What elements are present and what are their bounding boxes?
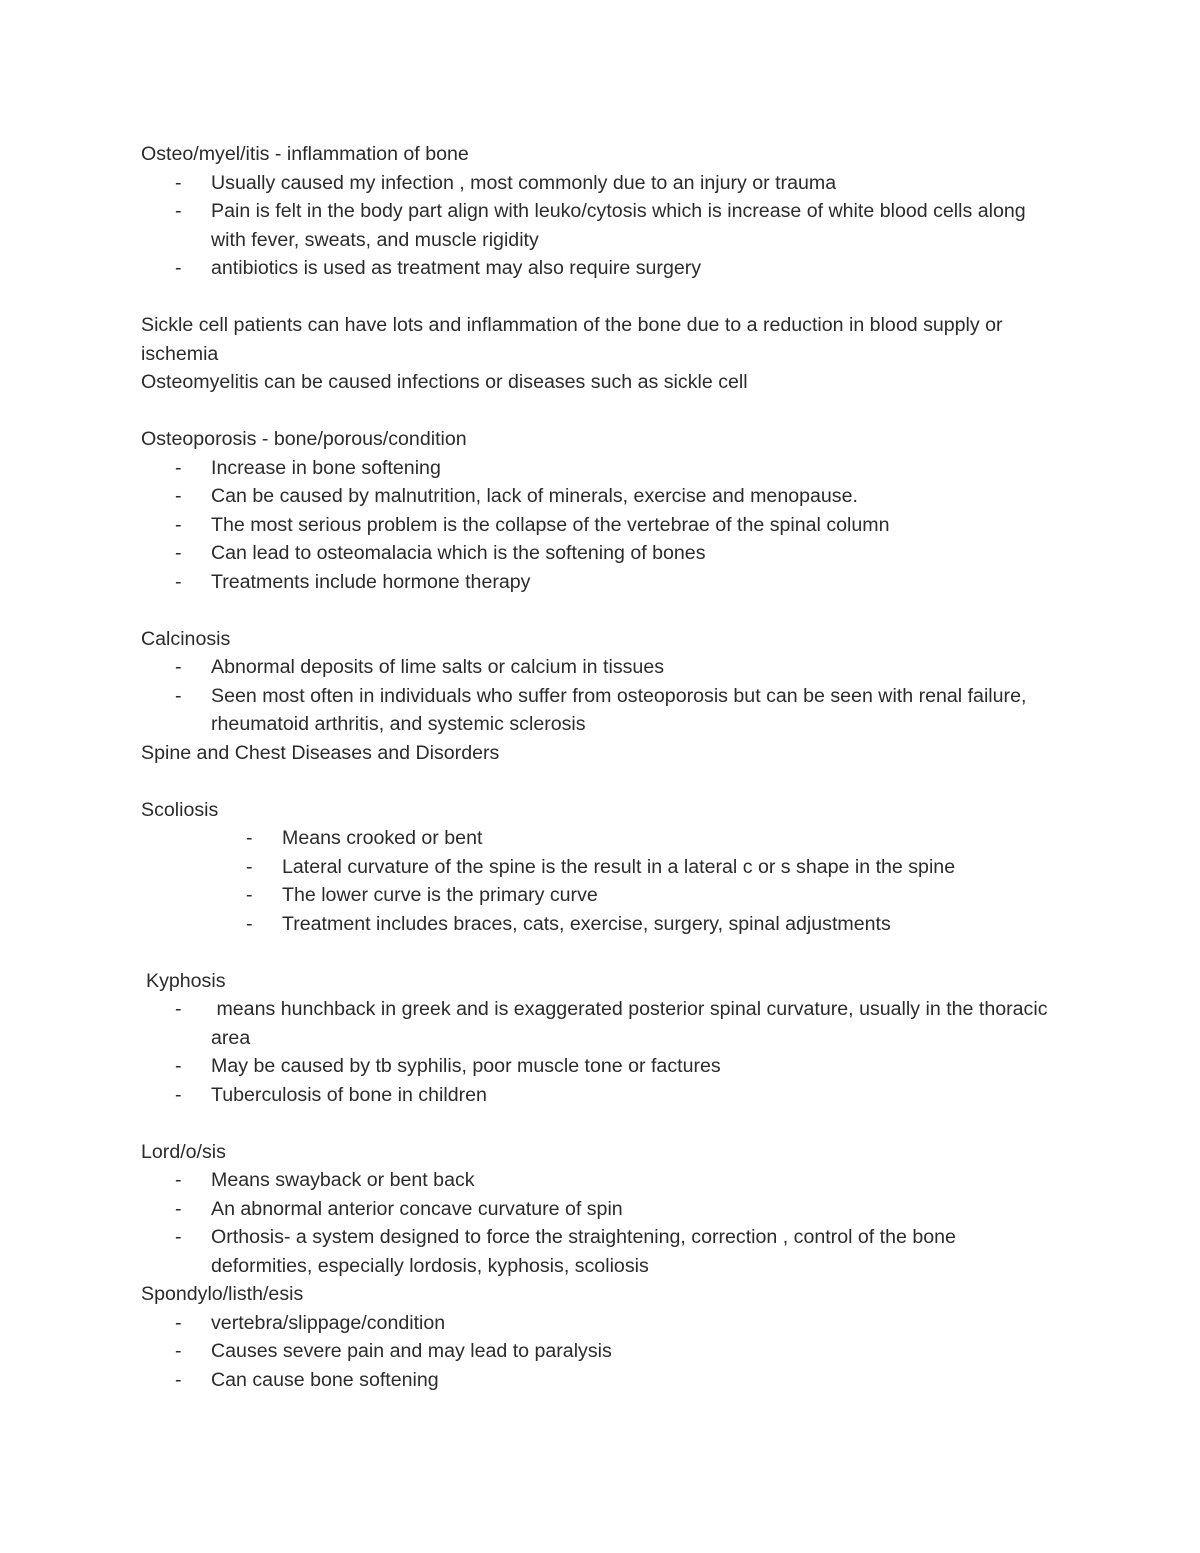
list-item: - Seen most often in individuals who suffer from osteoporosis but can be seen with renal failure, rheumatoid arthritis, and systemic sclerosis: [141, 682, 1061, 739]
list-item: - Abnormal deposits of lime salts or calcium in tissues: [141, 653, 1061, 682]
spacer: [141, 283, 1061, 312]
bullet-dash: -: [175, 542, 182, 564]
list-item: - May be caused by tb syphilis, poor muscle tone or factures: [141, 1052, 1061, 1081]
bullet-dash: -: [175, 684, 182, 707]
heading-spine-chest: Spine and Chest Diseases and Disorders: [141, 741, 500, 764]
bullet-dash: -: [175, 200, 182, 222]
bullet-dash: -: [175, 656, 182, 678]
osteoporosis-list: [141, 454, 1061, 597]
list-item: - antibiotics is used as treatment may also require surgery: [141, 254, 1061, 283]
spacer: [141, 397, 1061, 426]
paragraph-osteomyelitis-causes: Osteomyelitis can be caused infections or diseases such as sickle cell: [141, 371, 748, 393]
document-page: [141, 140, 1061, 1394]
spacer: [141, 1109, 1061, 1138]
list-item: - The most serious problem is the collapse of the vertebrae of the spinal column: [141, 511, 1061, 540]
list-item: - Increase in bone softening: [141, 454, 1061, 483]
list-item: - Orthosis- a system designed to force the straightening, correction , control of the bone deformities, especially lordosis, kyphosis, scoliosis: [141, 1223, 1061, 1280]
list-item: - Can be caused by malnutrition, lack of minerals, exercise and menopause.: [141, 482, 1061, 511]
calcinosis-list: [141, 653, 1061, 739]
list-item: - Means swayback or bent back: [141, 1166, 1061, 1195]
list-item: - Can cause bone softening: [141, 1366, 1061, 1395]
heading-osteomyelitis: Osteo/myel/itis - inflammation of bone: [141, 143, 469, 165]
bullet-dash: -: [175, 257, 182, 279]
heading-calcinosis: Calcinosis: [141, 627, 231, 650]
list-item: - An abnormal anterior concave curvature of spin: [141, 1195, 1061, 1224]
paragraph-sickle-cell: Sickle cell patients can have lots and inflammation of the bone due to a reduction in blood supply or ischemia: [141, 314, 1009, 365]
bullet-dash: -: [175, 1340, 182, 1362]
list-item: - Tuberculosis of bone in children: [141, 1081, 1061, 1110]
heading-lordosis: Lord/o/sis: [141, 1140, 226, 1163]
list-item: - Treatment includes braces, cats, exercise, surgery, spinal adjustments: [141, 910, 1061, 939]
bullet-dash: -: [175, 1226, 182, 1248]
bullet-dash: -: [175, 485, 182, 507]
osteomyelitis-list: [141, 169, 1061, 283]
list-item: - Pain is felt in the body part align with leuko/cytosis which is increase of white blood cells along with fever, sweats, and muscle rigidity: [141, 197, 1061, 254]
spondylolisthesis-list: [141, 1309, 1061, 1395]
spacer: [141, 767, 1061, 796]
bullet-dash: -: [175, 1197, 182, 1220]
heading-spondylolisthesis: Spondylo/listh/esis: [141, 1283, 304, 1305]
heading-osteoporosis: Osteoporosis - bone/porous/condition: [141, 428, 467, 450]
list-item: - The lower curve is the primary curve: [141, 881, 1061, 910]
bullet-dash: -: [175, 1055, 182, 1077]
bullet-dash: -: [246, 884, 253, 906]
bullet-dash: -: [246, 912, 253, 935]
spacer: [141, 596, 1061, 625]
bullet-dash: -: [175, 1083, 182, 1106]
bullet-dash: -: [246, 827, 253, 849]
list-item: - vertebra/slippage/condition: [141, 1309, 1061, 1338]
list-item: - Causes severe pain and may lead to paralysis: [141, 1337, 1061, 1366]
scoliosis-list: [141, 824, 1061, 938]
bullet-dash: -: [175, 1311, 182, 1334]
bullet-dash: -: [175, 171, 182, 194]
bullet-dash: -: [175, 1368, 182, 1391]
bullet-dash: -: [246, 855, 253, 878]
bullet-dash: -: [175, 1169, 182, 1191]
list-item: - Lateral curvature of the spine is the result in a lateral c or s shape in the spine: [141, 853, 1061, 882]
list-item: - Can lead to osteomalacia which is the softening of bones: [141, 539, 1061, 568]
heading-scoliosis: Scoliosis: [141, 798, 219, 821]
bullet-dash: -: [175, 998, 182, 1020]
lordosis-list: [141, 1166, 1061, 1280]
list-item: - Means crooked or bent: [141, 824, 1061, 853]
kyphosis-list: [141, 995, 1061, 1109]
list-item: - Treatments include hormone therapy: [141, 568, 1061, 597]
list-item: - Usually caused my infection , most commonly due to an injury or trauma: [141, 169, 1061, 198]
bullet-dash: -: [175, 513, 182, 536]
spacer: [141, 938, 1061, 967]
heading-kyphosis: Kyphosis: [146, 969, 226, 992]
bullet-dash: -: [175, 456, 182, 479]
list-item: - means hunchback in greek and is exaggerated posterior spinal curvature, usually in the thoracic area: [141, 995, 1061, 1052]
bullet-dash: -: [175, 570, 182, 593]
